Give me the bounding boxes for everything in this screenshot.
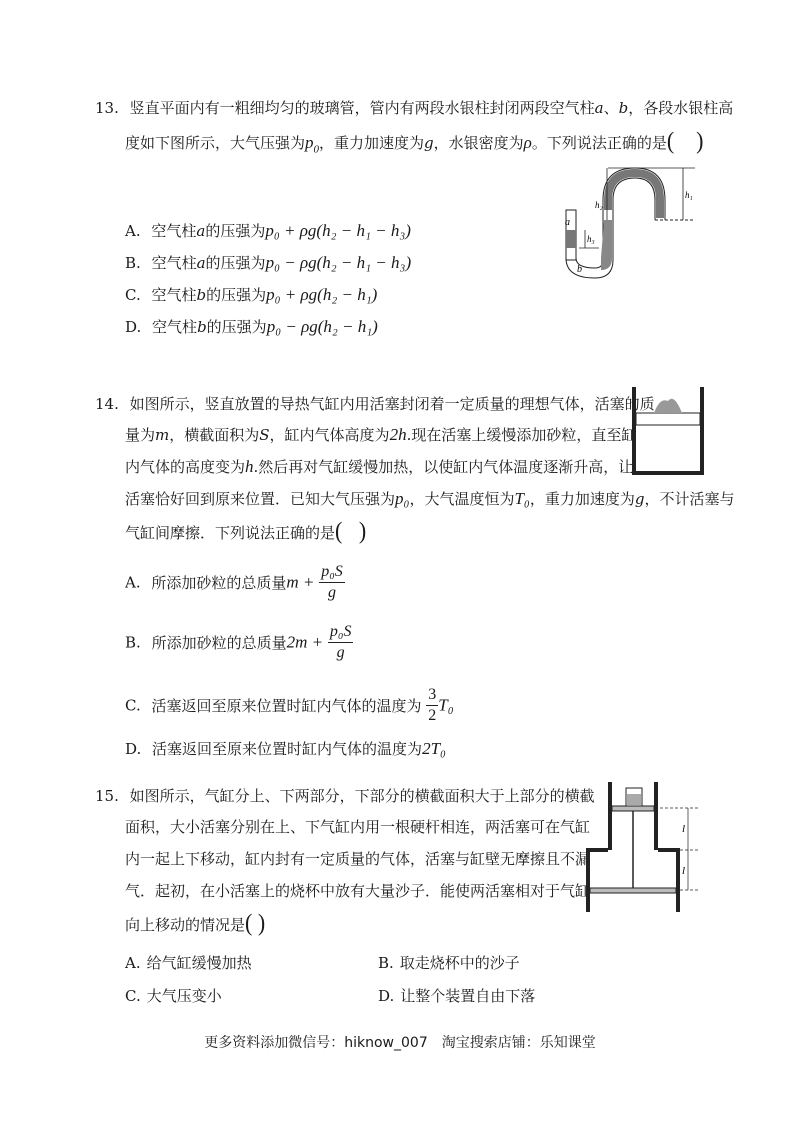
q15-line1: 15. 如图所示，气缸分上、下两部分，下部分的横截面积大于上部分的横截 xyxy=(95,787,595,805)
q13-line2 xyxy=(125,128,704,155)
mercury-column-left xyxy=(566,230,576,248)
q14-line2: 量为m，横截面积为S，缸内气体高度为2h.现在活塞上缓慢添加砂粒，直至缸 xyxy=(125,425,637,444)
q13-tube-figure xyxy=(555,160,705,285)
q13-stem-text5: 。下列说法正确的是 xyxy=(531,134,667,152)
q13-line1 xyxy=(95,97,733,118)
sand xyxy=(627,794,641,805)
answer-blank[interactable]: ( ) xyxy=(666,126,704,155)
label-h2: h₂ xyxy=(595,200,603,210)
q15-line3: 内一起上下移动，缸内封有一定质量的气体，活塞与缸壁无摩擦且不漏 xyxy=(125,850,591,868)
label-h3: h₃ xyxy=(587,234,595,244)
fraction-p0S-over-g: $\frac{\text{p₀S}}{g}$ xyxy=(321,563,343,601)
fraction-3-over-2: $\frac{3}{2}$ xyxy=(428,686,437,724)
q13-number: 13. xyxy=(95,99,119,117)
q13-stem-text4: ，水银密度为 xyxy=(433,134,524,152)
q14-line3: 内气体的高度变为h.然后再对气缸缓慢加热，以使缸内气体温度逐渐升高，让 xyxy=(125,457,634,476)
q13-stem-text2: 度如下图所示，大气压强为 xyxy=(125,134,306,152)
large-piston xyxy=(590,888,676,893)
q15-option-a[interactable]: A. 给气缸缓慢加热 xyxy=(125,954,252,972)
answer-blank[interactable]: ( ) xyxy=(245,908,266,937)
q13-option-b[interactable]: B. 空气柱a的压强为p₀ − ρg(h₂ − h₁ − h₃) xyxy=(125,253,412,272)
var-a: a xyxy=(594,99,604,117)
label-l-upper: l xyxy=(682,823,686,835)
p0-symbol: $p_0$ xyxy=(305,133,320,156)
q14-line5: 气缸间摩擦．下列说法正确的是( ) xyxy=(125,516,367,545)
fraction-p0S-over-g: $\frac{\text{p₀S}}{g}$ xyxy=(329,623,352,661)
q13-stem-text3: ，重力加速度为 xyxy=(319,134,425,152)
label-l-lower: l xyxy=(682,865,686,877)
var-b: b xyxy=(618,99,629,117)
label-a: a xyxy=(565,217,570,228)
rho-symbol: ρ xyxy=(523,133,532,152)
q14-stem-text1: 如图所示，竖直放置的导热气缸内用活塞封闭着一定质量的理想气体，活塞的质 xyxy=(129,395,655,413)
q13-stem-text: 竖直平面内有一粗细均匀的玻璃管，管内有两段水银柱封闭两段空气柱 xyxy=(129,99,595,117)
q15-number: 15. xyxy=(95,787,119,805)
small-piston xyxy=(612,806,654,811)
g-symbol: g xyxy=(424,134,434,152)
q15-option-c[interactable]: C. 大气压变小 xyxy=(125,987,222,1005)
sand-pile xyxy=(654,399,682,413)
label-h1: h₁ xyxy=(685,190,693,200)
footer-note: 更多资料添加微信号：hiknow_007 淘宝搜索店铺：乐知课堂 xyxy=(204,1035,596,1051)
answer-blank[interactable]: ( ) xyxy=(335,516,367,545)
q13-option-d[interactable]: D. 空气柱b的压强为p₀ − ρg(h₂ − h₁) xyxy=(125,317,378,336)
q14-option-c[interactable]: C. 活塞返回至原来位置时缸内气体的温度为 $\frac{3}{2}$ T₀ xyxy=(125,686,454,724)
sep: 、 xyxy=(603,99,619,117)
piston xyxy=(636,413,700,425)
q13-stem-text-end: ，各段水银柱高 xyxy=(628,99,734,117)
q15-cylinder-figure xyxy=(582,780,707,915)
q14-line1 xyxy=(95,393,655,414)
q14-option-a[interactable]: A. 所添加砂粒的总质量m + $\frac{\text{p₀S}}{g}$ xyxy=(125,563,343,601)
q15-line4: 气．起初，在小活塞上的烧杯中放有大量沙子．能使两活塞相对于气缸 xyxy=(125,882,591,900)
q14-number: 14. xyxy=(95,395,119,413)
label-b: b xyxy=(577,264,582,275)
q13-option-a[interactable]: A. 空气柱a的压强为p₀ + ρg(h₂ − h₁ − h₃) xyxy=(125,221,411,240)
q15-line5: 向上移动的情况是( ) xyxy=(125,908,266,937)
q14-cylinder-figure xyxy=(630,385,710,480)
q13-option-c[interactable]: C. 空气柱b的压强为p₀ + ρg(h₂ − h₁) xyxy=(125,285,378,304)
q14-option-b[interactable]: B. 所添加砂粒的总质量2m + $\frac{\text{p₀S}}{g}$ xyxy=(125,623,352,661)
q15-line2: 面积，大小活塞分别在上、下气缸内用一根硬杆相连，两活塞可在气缸 xyxy=(125,818,591,836)
q14-line4: 活塞恰好回到原来位置．已知大气压强为p₀，大气温度恒为T₀，重力加速度为g，不计活塞与 xyxy=(125,489,735,508)
q15-option-d[interactable]: D. 让整个装置自由下落 xyxy=(378,987,536,1005)
q14-option-d[interactable]: D. 活塞返回至原来位置时缸内气体的温度为2T₀ xyxy=(125,739,446,758)
q15-option-b[interactable]: B. 取走烧杯中的沙子 xyxy=(378,954,520,972)
